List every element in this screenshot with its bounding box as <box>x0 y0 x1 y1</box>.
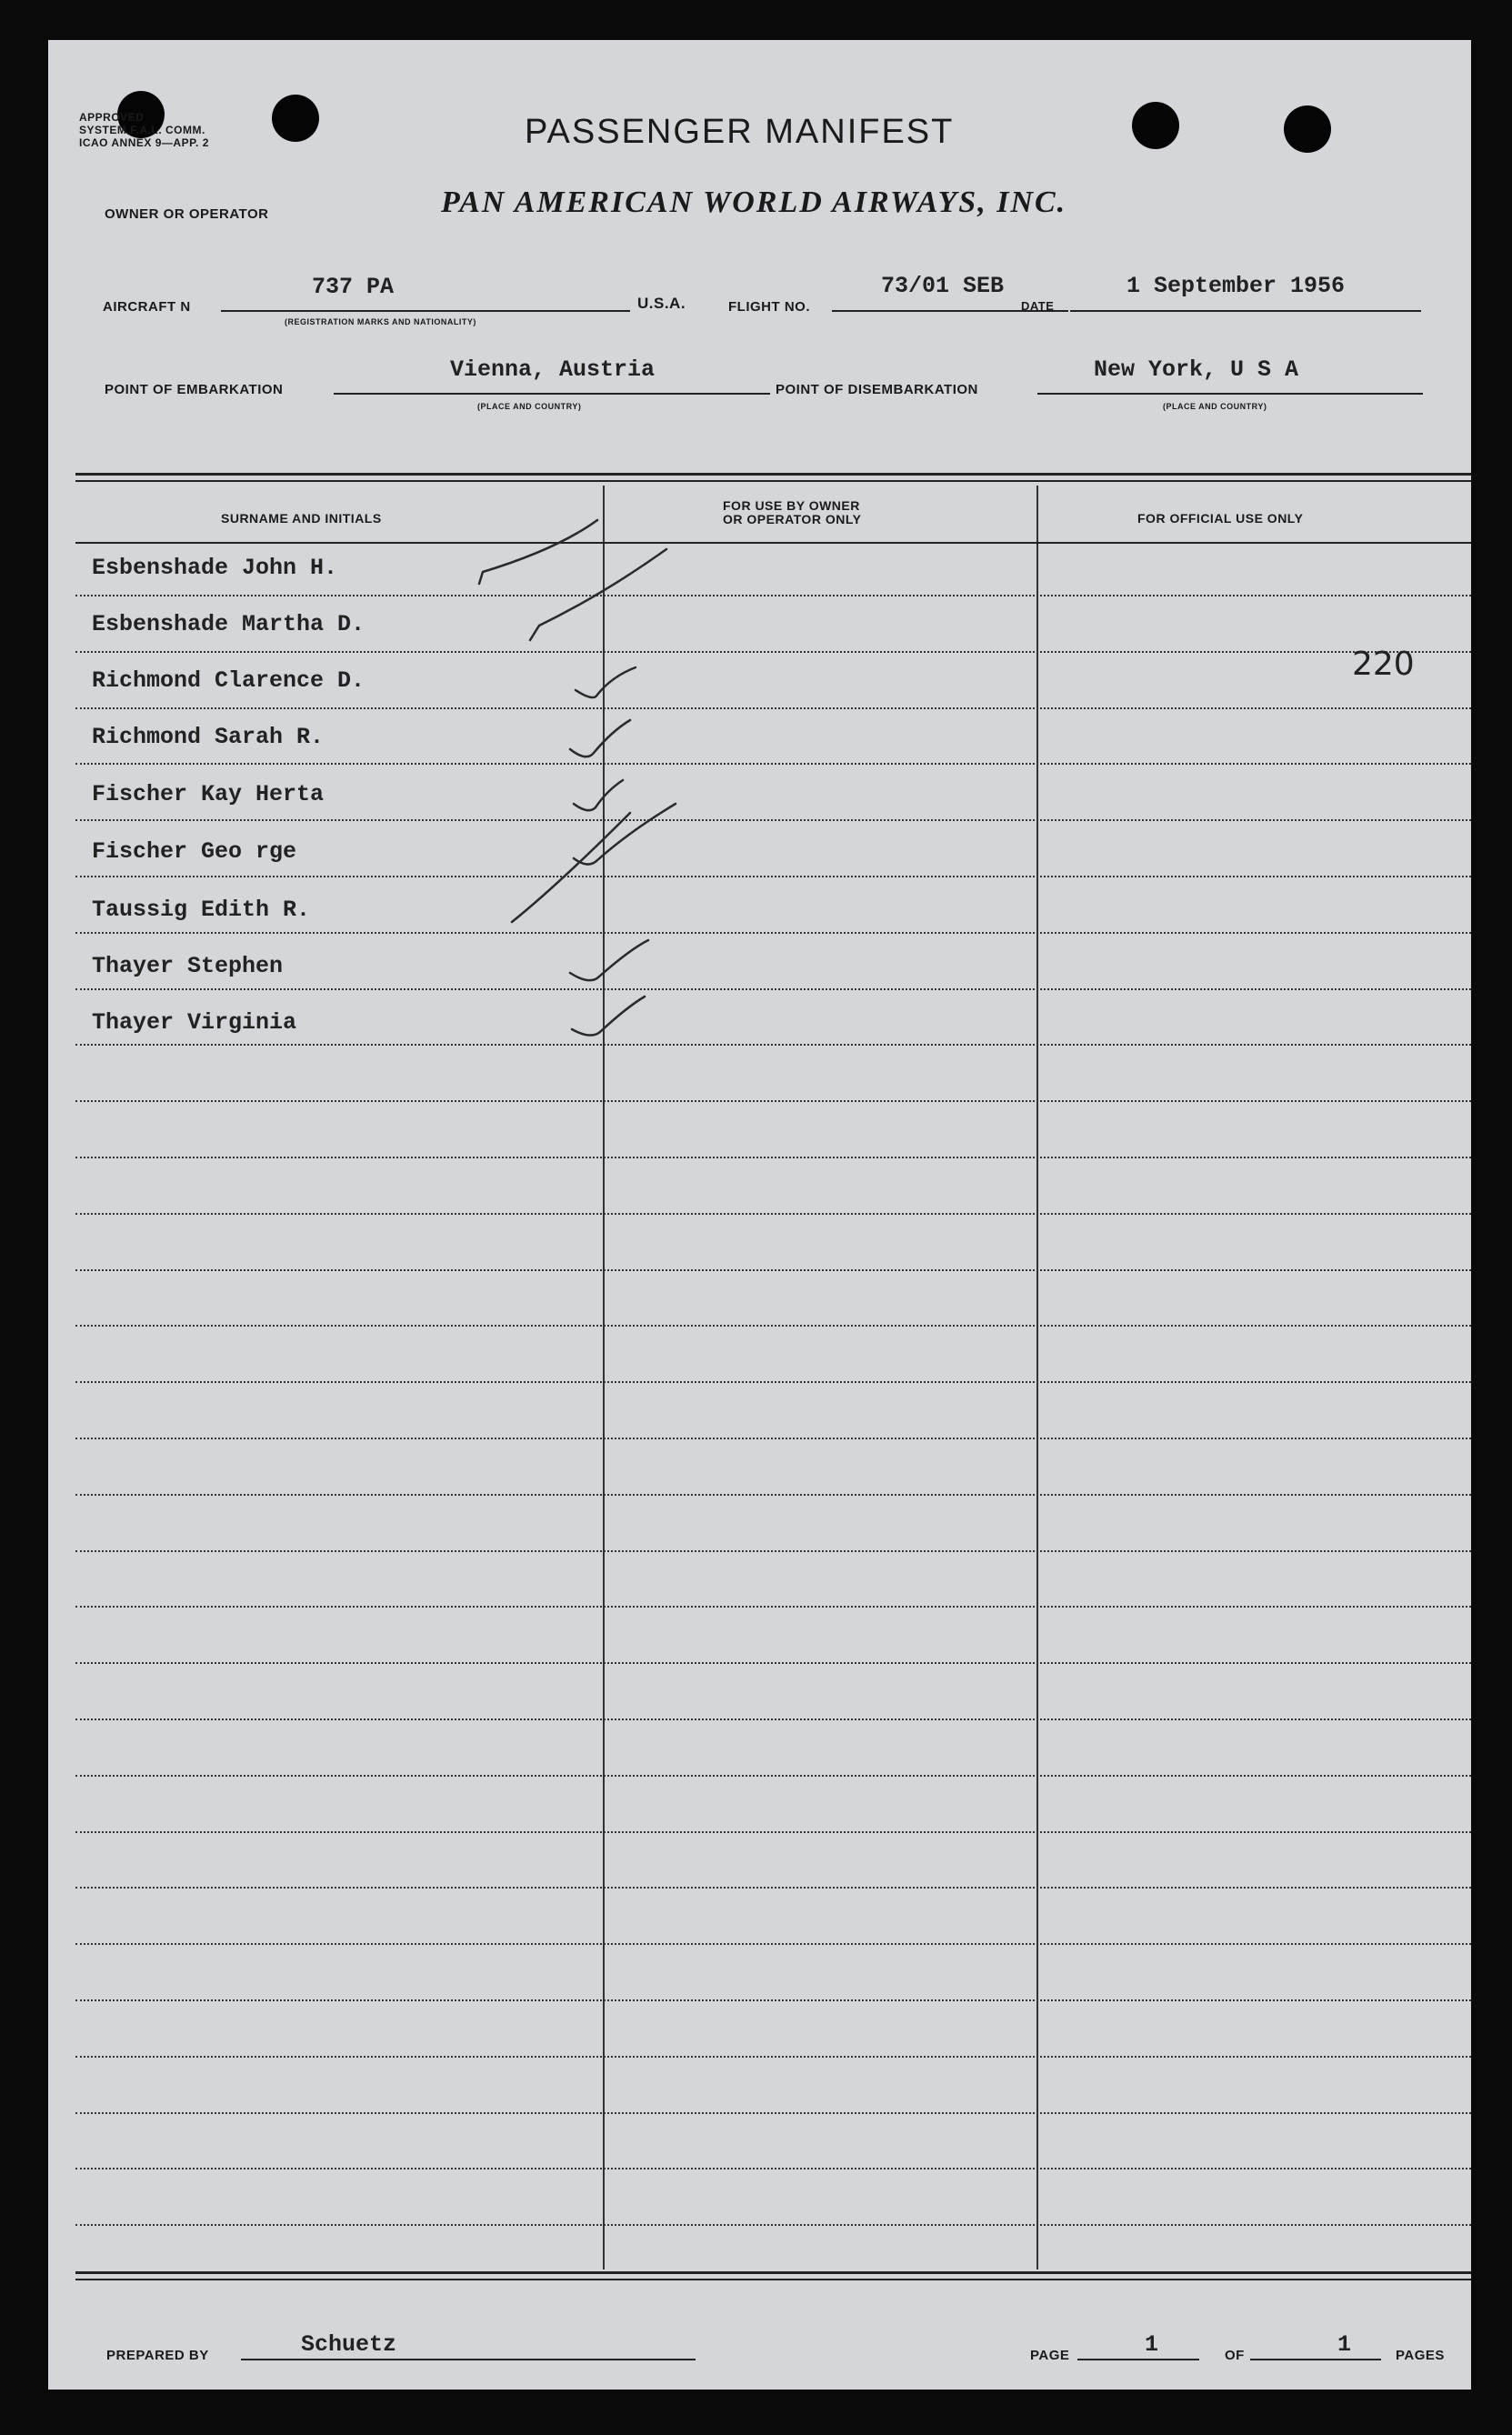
prepared-label: PREPARED BY <box>106 2348 209 2363</box>
flight-value: 73/01 SEB <box>881 273 1005 299</box>
row-rule <box>75 1887 1471 1889</box>
check-mark <box>576 667 636 697</box>
row-rule <box>75 2056 1471 2058</box>
passenger-name: Richmond Sarah R. <box>92 724 325 750</box>
embark-label: POINT OF EMBARKATION <box>105 382 284 397</box>
approval-line-3: ICAO ANNEX 9—APP. 2 <box>79 136 209 149</box>
passenger-name: Taussig Edith R. <box>92 897 311 923</box>
check-mark <box>574 804 676 865</box>
disembark-value: New York, U S A <box>1094 356 1299 383</box>
check-mark <box>572 997 645 1036</box>
row-rule <box>75 1719 1471 1720</box>
col-surname-header: SURNAME AND INITIALS <box>221 511 382 526</box>
pages-label: PAGES <box>1396 2348 1445 2363</box>
check-mark <box>530 549 666 640</box>
passenger-name: Thayer Virginia <box>92 1009 297 1036</box>
date-value: 1 September 1956 <box>1126 273 1346 299</box>
aircraft-label: AIRCRAFT N <box>103 299 191 315</box>
row-rule <box>75 1213 1471 1215</box>
approval-line-2: SYSTEM F.A.L. COMM. <box>79 124 205 136</box>
owner-label: OWNER OR OPERATOR <box>105 206 269 222</box>
passenger-name: Esbenshade John H. <box>92 555 338 581</box>
row-rule <box>75 2112 1471 2114</box>
airline-name: PAN AMERICAN WORLD AIRWAYS, INC. <box>441 185 1067 219</box>
embark-value: Vienna, Austria <box>450 356 656 383</box>
date-label: DATE <box>1021 299 1055 313</box>
page-value: 1 <box>1145 2331 1159 2358</box>
usa-label: U.S.A. <box>637 295 686 312</box>
check-mark <box>570 720 630 757</box>
passenger-name: Fischer Geo rge <box>92 838 297 865</box>
col-owner-header-2: OR OPERATOR ONLY <box>723 512 862 526</box>
check-marks <box>48 40 1471 1131</box>
row-rule <box>75 1494 1471 1496</box>
row-rule <box>75 1381 1471 1383</box>
disembark-label: POINT OF DISEMBARKATION <box>776 382 978 397</box>
row-rule <box>75 1943 1471 1945</box>
row-rule <box>75 1325 1471 1327</box>
check-mark <box>570 940 648 980</box>
manifest-sheet <box>48 40 1471 2390</box>
aircraft-value: 737 PA <box>312 274 395 300</box>
row-rule <box>75 1550 1471 1552</box>
disembark-sub: (PLACE AND COUNTRY) <box>1163 402 1267 411</box>
approval-line-1: APPROVED <box>79 111 145 124</box>
of-label: OF <box>1225 2348 1245 2363</box>
aircraft-sub: (REGISTRATION MARKS AND NATIONALITY) <box>285 317 476 326</box>
col-owner-header-1: FOR USE BY OWNER <box>723 498 860 513</box>
row-rule <box>75 1438 1471 1439</box>
passenger-name: Esbenshade Martha D. <box>92 611 365 637</box>
flight-label: FLIGHT NO. <box>728 299 810 315</box>
row-rule <box>75 1269 1471 1271</box>
row-rule <box>75 1999 1471 2001</box>
row-rule <box>75 2224 1471 2226</box>
check-mark <box>479 520 597 584</box>
row-rule <box>75 1831 1471 1833</box>
row-rule <box>75 1157 1471 1158</box>
official-note: 220 <box>1352 646 1415 683</box>
check-mark <box>512 813 630 922</box>
col-official-header: FOR OFFICIAL USE ONLY <box>1137 511 1304 526</box>
row-rule <box>75 1662 1471 1664</box>
prepared-value: Schuetz <box>301 2331 397 2358</box>
page-title: PASSENGER MANIFEST <box>525 113 955 151</box>
of-value: 1 <box>1337 2331 1352 2358</box>
row-rule <box>75 2168 1471 2169</box>
embark-sub: (PLACE AND COUNTRY) <box>477 402 582 411</box>
passenger-name: Fischer Kay Herta <box>92 781 325 807</box>
row-rule <box>75 1606 1471 1608</box>
row-rule <box>75 1775 1471 1777</box>
page-label: PAGE <box>1030 2348 1070 2363</box>
passenger-name: Richmond Clarence D. <box>92 667 365 694</box>
check-mark <box>574 780 623 810</box>
passenger-name: Thayer Stephen <box>92 953 284 979</box>
